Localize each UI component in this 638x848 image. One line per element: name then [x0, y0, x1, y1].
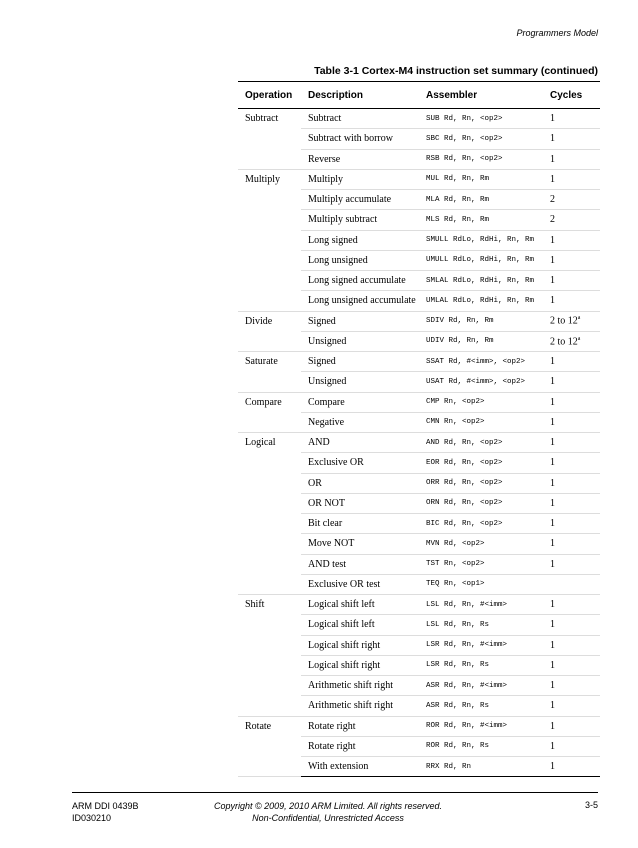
table-row — [238, 433, 600, 453]
cell-operation — [238, 514, 301, 534]
cell-assembler: SSAT Rd, #<imm>, <op2> — [419, 352, 543, 372]
cycles-value: 1 — [550, 356, 555, 368]
cell-cycles — [543, 331, 600, 351]
table-row — [238, 696, 600, 716]
cell-description: Bit clear — [301, 514, 419, 534]
cell-operation: Divide — [245, 315, 273, 327]
cell-operation — [238, 372, 301, 392]
cell-description: Signed — [301, 311, 419, 331]
table-row — [238, 149, 600, 169]
cell-assembler: AND Rd, Rn, <op2> — [419, 433, 543, 453]
cell-assembler: ORN Rd, Rn, <op2> — [419, 493, 543, 513]
cell-description: Subtract with borrow — [301, 129, 419, 149]
cell-assembler: TEQ Rn, <op1> — [419, 574, 543, 594]
cycles-value: 1 — [550, 234, 555, 246]
cycles-value: 1 — [550, 254, 555, 266]
cell-description: Long unsigned — [301, 250, 419, 270]
cell-operation — [238, 473, 301, 493]
cell-assembler: MUL Rd, Rn, Rm — [419, 169, 543, 189]
cell-assembler: RSB Rd, Rn, <op2> — [419, 149, 543, 169]
table-row — [238, 352, 600, 372]
cell-assembler: SBC Rd, Rn, <op2> — [419, 129, 543, 149]
cell-cycles — [543, 169, 600, 189]
table-row — [238, 757, 600, 777]
cycles-value: 1 — [550, 113, 555, 125]
cell-cycles — [543, 352, 600, 372]
table-row — [238, 635, 600, 655]
cell-description: AND test — [301, 554, 419, 574]
cell-operation: Multiply — [245, 174, 281, 186]
cell-cycles — [543, 129, 600, 149]
cycles-value: 1 — [550, 173, 555, 185]
cell-cycles — [543, 615, 600, 635]
cycles-value: 1 — [550, 659, 555, 671]
cell-description: Rotate right — [301, 716, 419, 736]
cell-cycles — [543, 534, 600, 554]
cell-cycles — [543, 676, 600, 696]
cycles-value: 1 — [550, 700, 555, 712]
cell-operation — [238, 574, 301, 594]
cycles-value: 1 — [550, 538, 555, 550]
cell-operation — [238, 230, 301, 250]
cell-description: Arithmetic shift right — [301, 676, 419, 696]
cell-cycles — [543, 250, 600, 270]
footer-copyright: Copyright © 2009, 2010 ARM Limited. All rights reserved. — [213, 801, 443, 811]
cell-cycles — [543, 757, 600, 777]
cell-assembler: MLA Rd, Rn, Rm — [419, 190, 543, 210]
cell-cycles — [543, 635, 600, 655]
table-row — [238, 655, 600, 675]
cell-description: Long signed accumulate — [301, 271, 419, 291]
cell-cycles — [543, 109, 600, 129]
table-row — [238, 210, 600, 230]
cell-assembler: EOR Rd, Rn, <op2> — [419, 453, 543, 473]
cell-assembler: RRX Rd, Rn — [419, 757, 543, 777]
cycles-value: 1 — [550, 133, 555, 145]
table-row — [238, 372, 600, 392]
table-row — [238, 331, 600, 351]
table-row — [238, 412, 600, 432]
cell-cycles — [543, 392, 600, 412]
cell-operation — [238, 696, 301, 716]
table-row — [238, 716, 600, 736]
table-header-row — [238, 82, 600, 109]
cell-operation: Compare — [245, 396, 282, 408]
cell-assembler: TST Rn, <op2> — [419, 554, 543, 574]
cell-assembler: SDIV Rd, Rn, Rm — [419, 311, 543, 331]
running-header: Programmers Model — [516, 28, 598, 38]
table-caption: Table 3-1 Cortex-M4 instruction set summary (continued) — [314, 65, 598, 77]
cell-description: Rotate right — [301, 736, 419, 756]
cycles-value: 1 — [550, 639, 555, 651]
cycles-value: 1 — [550, 376, 555, 388]
table-row — [238, 595, 600, 615]
cell-operation — [238, 655, 301, 675]
cell-operation — [238, 493, 301, 513]
table-row — [238, 574, 600, 594]
cell-description: Exclusive OR test — [301, 574, 419, 594]
cell-assembler: CMP Rn, <op2> — [419, 392, 543, 412]
cell-description: With extension — [301, 757, 419, 777]
cell-operation — [238, 635, 301, 655]
cell-assembler: LSR Rd, Rn, Rs — [419, 655, 543, 675]
cell-operation — [238, 271, 301, 291]
cycles-value: 1 — [550, 477, 555, 489]
cell-description: Logical shift right — [301, 655, 419, 675]
cycles-value: 1 — [550, 599, 555, 611]
cycles-value: 1 — [550, 680, 555, 692]
cycles-value: 1 — [550, 295, 555, 307]
cell-cycles — [543, 595, 600, 615]
cell-description: Unsigned — [301, 331, 419, 351]
cell-assembler: MVN Rd, <op2> — [419, 534, 543, 554]
cell-cycles — [543, 473, 600, 493]
cell-assembler: ASR Rd, Rn, #<imm> — [419, 676, 543, 696]
cycles-value: 1 — [550, 153, 555, 165]
cell-assembler: BIC Rd, Rn, <op2> — [419, 514, 543, 534]
cell-assembler: SUB Rd, Rn, <op2> — [419, 109, 543, 129]
cell-assembler: UMULL RdLo, RdHi, Rn, Rm — [419, 250, 543, 270]
table-row — [238, 392, 600, 412]
cell-cycles — [543, 736, 600, 756]
cell-description: Signed — [301, 352, 419, 372]
cycles-value: 1 — [550, 457, 555, 469]
cell-operation — [238, 129, 301, 149]
cycles-value: 2 to 12 — [550, 315, 578, 327]
cycles-value: 1 — [550, 740, 555, 752]
cell-description: Long signed — [301, 230, 419, 250]
table-row — [238, 271, 600, 291]
cell-operation: Shift — [245, 599, 265, 611]
cell-operation — [238, 331, 301, 351]
cell-cycles — [543, 453, 600, 473]
cell-description: Multiply subtract — [301, 210, 419, 230]
table-row — [238, 554, 600, 574]
cell-assembler: SMULL RdLo, RdHi, Rn, Rm — [419, 230, 543, 250]
footer-legal — [208, 800, 448, 824]
cell-assembler: CMN Rn, <op2> — [419, 412, 543, 432]
cell-assembler: UMLAL RdLo, RdHi, Rn, Rm — [419, 291, 543, 311]
table-row — [238, 453, 600, 473]
table-row — [238, 169, 600, 189]
table-row — [238, 736, 600, 756]
footer-doc-ref: ID030210 — [72, 813, 112, 823]
cell-description: Multiply accumulate — [301, 190, 419, 210]
cell-operation — [238, 149, 301, 169]
cell-operation — [238, 250, 301, 270]
cell-assembler: LSL Rd, Rn, #<imm> — [419, 595, 543, 615]
cycles-value: 1 — [550, 558, 555, 570]
cell-description: OR — [301, 473, 419, 493]
cell-description: Unsigned — [301, 372, 419, 392]
cell-cycles — [543, 412, 600, 432]
cell-operation — [238, 291, 301, 311]
cell-operation — [238, 190, 301, 210]
cell-cycles — [543, 574, 600, 594]
table-row — [238, 534, 600, 554]
footer-doc-id: ARM DDI 0439B — [72, 801, 139, 811]
cell-operation — [238, 757, 301, 777]
column-header-assembler: Assembler — [419, 82, 543, 109]
cycles-value: 1 — [550, 518, 555, 530]
table-row — [238, 676, 600, 696]
cell-description: Logical shift left — [301, 595, 419, 615]
cell-cycles — [543, 514, 600, 534]
cell-description: Subtract — [301, 109, 419, 129]
table-row — [238, 493, 600, 513]
table-row — [238, 473, 600, 493]
table-row — [238, 615, 600, 635]
cell-operation: Saturate — [245, 356, 278, 368]
cell-description: Move NOT — [301, 534, 419, 554]
cycles-value: 2 to 12 — [550, 336, 578, 348]
cell-cycles — [543, 554, 600, 574]
cell-assembler: SMLAL RdLo, RdHi, Rn, Rm — [419, 271, 543, 291]
footnote-marker: a — [577, 335, 581, 342]
cycles-value: 1 — [550, 396, 555, 408]
cell-assembler: LSR Rd, Rn, #<imm> — [419, 635, 543, 655]
table-row — [238, 291, 600, 311]
cell-cycles — [543, 271, 600, 291]
cell-assembler: USAT Rd, #<imm>, <op2> — [419, 372, 543, 392]
cycles-value: 1 — [550, 416, 555, 428]
table-row — [238, 311, 600, 331]
cell-operation — [238, 534, 301, 554]
cell-description: AND — [301, 433, 419, 453]
cell-cycles — [543, 190, 600, 210]
cell-operation — [238, 676, 301, 696]
table-row — [238, 109, 600, 129]
column-header-description: Description — [301, 82, 419, 109]
cycles-value: 1 — [550, 437, 555, 449]
cell-cycles — [543, 291, 600, 311]
cell-operation: Subtract — [245, 113, 279, 125]
cell-cycles — [543, 230, 600, 250]
column-header-operation: Operation — [238, 82, 301, 109]
cell-description: Exclusive OR — [301, 453, 419, 473]
cycles-value: 1 — [550, 761, 555, 773]
cell-cycles — [543, 493, 600, 513]
cell-description: OR NOT — [301, 493, 419, 513]
cell-cycles — [543, 149, 600, 169]
cycles-value: 1 — [550, 720, 555, 732]
cell-assembler: ASR Rd, Rn, Rs — [419, 696, 543, 716]
cell-operation — [238, 554, 301, 574]
cycles-value: 2 — [550, 194, 555, 206]
cycles-value: 1 — [550, 275, 555, 287]
table-row — [238, 250, 600, 270]
cell-assembler: ORR Rd, Rn, <op2> — [419, 473, 543, 493]
cell-cycles — [543, 696, 600, 716]
cell-description: Compare — [301, 392, 419, 412]
cell-description: Multiply — [301, 169, 419, 189]
table-body — [238, 109, 600, 777]
cell-operation — [238, 412, 301, 432]
table-row — [238, 190, 600, 210]
cell-description: Long unsigned accumulate — [301, 291, 419, 311]
cell-operation: Rotate — [245, 720, 272, 732]
cell-operation — [238, 210, 301, 230]
cell-operation — [238, 615, 301, 635]
column-header-cycles: Cycles — [543, 82, 600, 109]
cycles-value: 1 — [550, 619, 555, 631]
cell-cycles — [543, 655, 600, 675]
instruction-table — [238, 81, 600, 777]
cell-assembler: UDIV Rd, Rn, Rm — [419, 331, 543, 351]
cell-description: Reverse — [301, 149, 419, 169]
table-row — [238, 129, 600, 149]
cell-description: Negative — [301, 412, 419, 432]
cycles-value: 2 — [550, 214, 555, 226]
footer-doc-info — [72, 800, 139, 824]
cell-assembler: MLS Rd, Rn, Rm — [419, 210, 543, 230]
footer-confidentiality: Non-Confidential, Unrestricted Access — [252, 813, 404, 823]
footnote-marker: a — [577, 315, 581, 322]
footer-page-number: 3-5 — [584, 800, 598, 810]
table-row — [238, 230, 600, 250]
cell-description: Logical shift right — [301, 635, 419, 655]
table-row — [238, 514, 600, 534]
cell-cycles — [543, 716, 600, 736]
cell-assembler: ROR Rd, Rn, #<imm> — [419, 716, 543, 736]
cell-description: Logical shift left — [301, 615, 419, 635]
cell-cycles — [543, 372, 600, 392]
cell-cycles — [543, 311, 600, 331]
cell-operation: Logical — [245, 437, 276, 449]
cell-assembler: ROR Rd, Rn, Rs — [419, 736, 543, 756]
cell-description: Arithmetic shift right — [301, 696, 419, 716]
cell-operation — [238, 453, 301, 473]
cell-assembler: LSL Rd, Rn, Rs — [419, 615, 543, 635]
cell-operation — [238, 736, 301, 756]
cell-cycles — [543, 210, 600, 230]
cell-cycles — [543, 433, 600, 453]
footer-rule — [72, 792, 598, 793]
cycles-value: 1 — [550, 497, 555, 509]
